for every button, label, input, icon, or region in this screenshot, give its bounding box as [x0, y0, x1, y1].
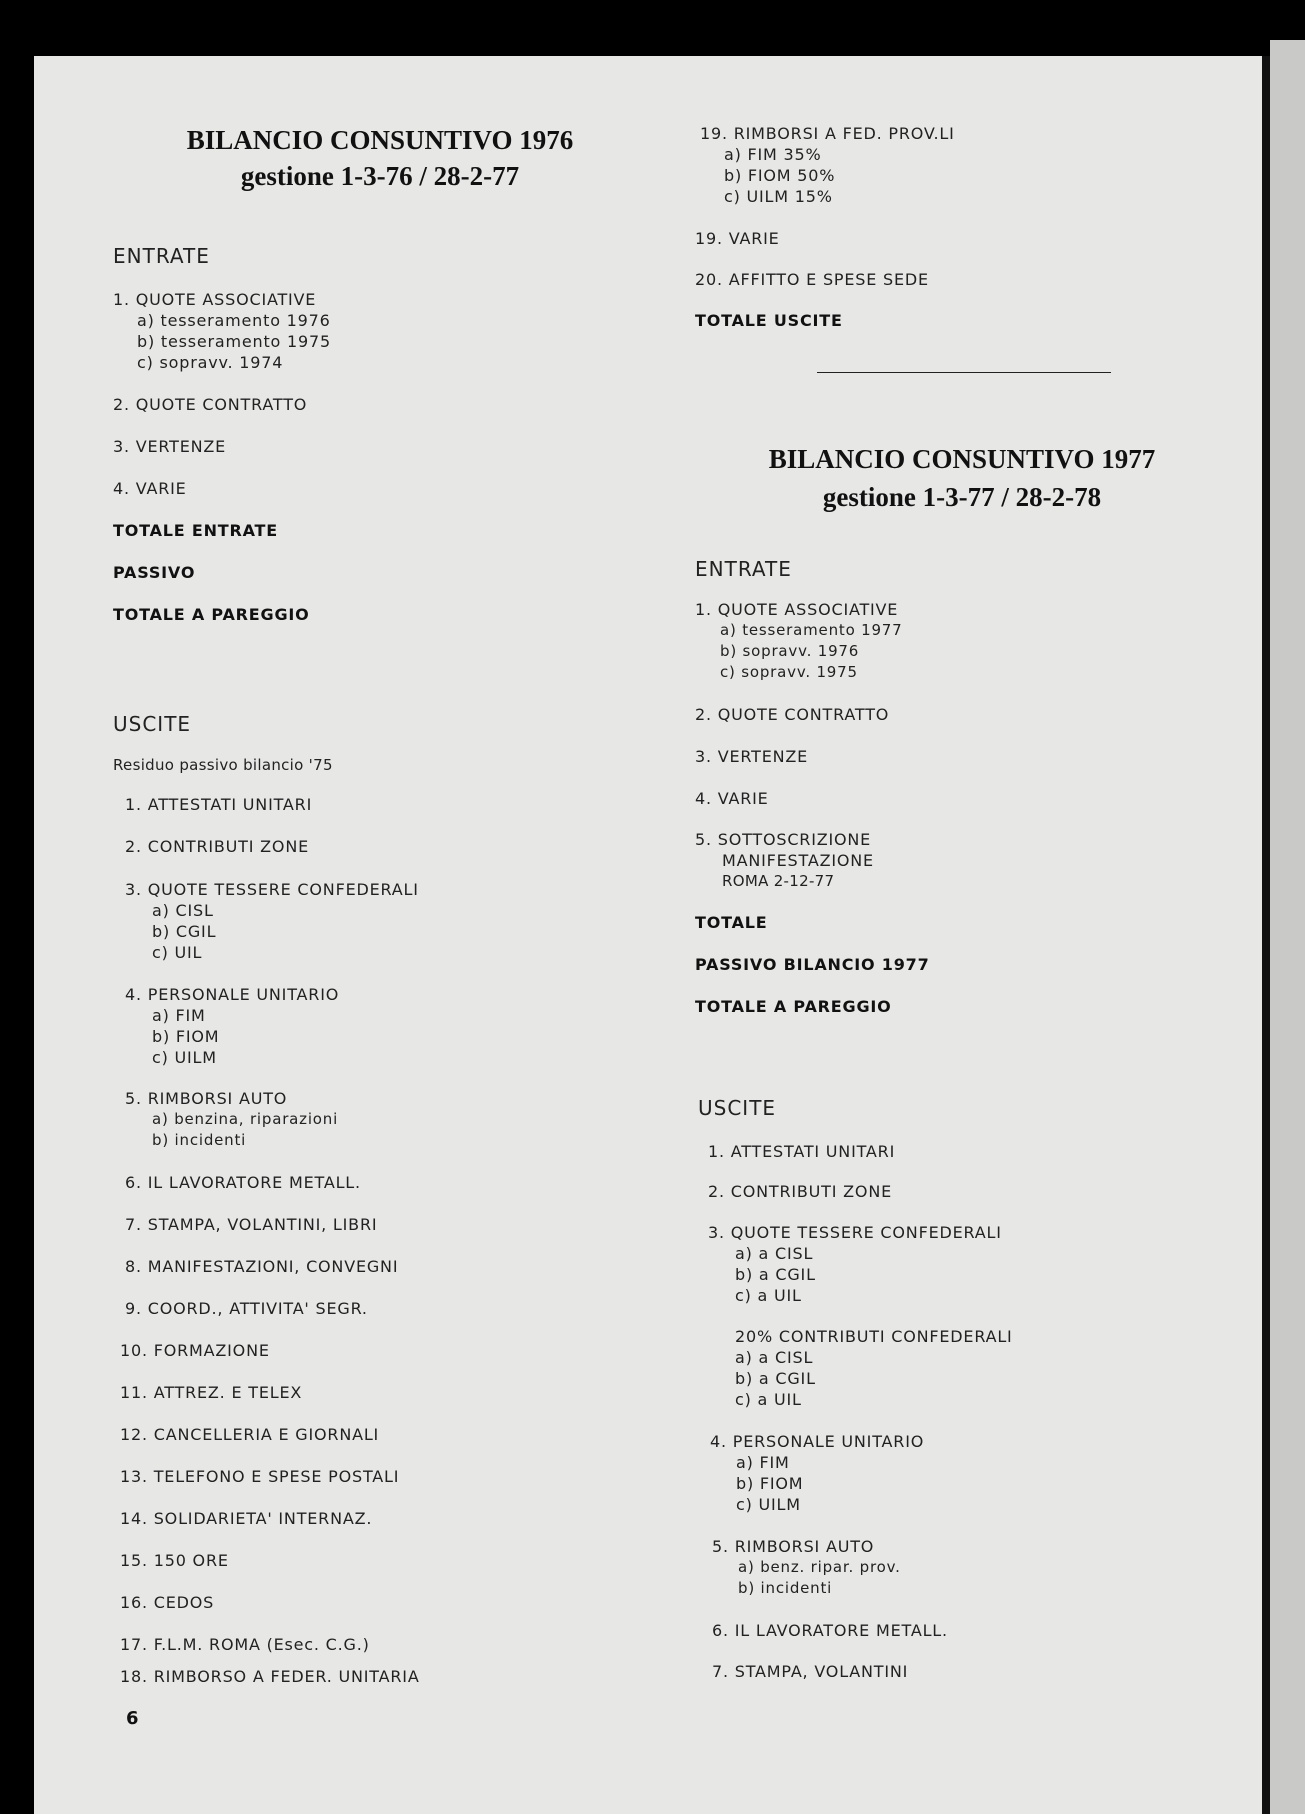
- entry-label: 6. IL LAVORATORE METALL.: [125, 1173, 361, 1192]
- entry-label: 12. CANCELLERIA E GIORNALI: [120, 1425, 380, 1444]
- entry-label: 1. ATTESTATI UNITARI: [708, 1142, 896, 1161]
- total-label: PASSIVO BILANCIO 1977: [695, 955, 930, 974]
- entry-label: 8. MANIFESTAZIONI, CONVEGNI: [125, 1257, 399, 1276]
- page-number: 6: [126, 1708, 139, 1729]
- entry-label: ROMA 2-12-77: [722, 872, 835, 890]
- entry-label: b) FIOM 50%: [724, 166, 836, 185]
- entry-label: b) FIOM: [736, 1474, 804, 1493]
- entry-label: 9. COORD., ATTIVITA' SEGR.: [125, 1299, 368, 1318]
- total-label: TOTALE: [695, 913, 768, 932]
- entry-label: 5. RIMBORSI AUTO: [125, 1089, 288, 1108]
- entry-label: a) CISL: [152, 901, 214, 920]
- entry-label: a) FIM: [152, 1006, 206, 1025]
- entry-label: b) incidenti: [738, 1579, 833, 1597]
- entry-label: 2. CONTRIBUTI ZONE: [125, 837, 309, 856]
- section-divider: [817, 372, 1111, 373]
- subtitle-1977: gestione 1-3-77 / 28-2-78: [822, 482, 1102, 512]
- entry-label: 3. QUOTE TESSERE CONFEDERALI: [125, 880, 419, 899]
- total-label: PASSIVO: [113, 563, 196, 582]
- entry-label: 7. STAMPA, VOLANTINI: [712, 1662, 909, 1681]
- entry-label: 2. CONTRIBUTI ZONE: [708, 1182, 892, 1201]
- total-label: TOTALE USCITE: [695, 311, 843, 330]
- entry-label: c) a UIL: [735, 1390, 802, 1409]
- entry-label: 13. TELEFONO E SPESE POSTALI: [120, 1467, 400, 1486]
- entry-label: 11. ATTREZ. E TELEX: [120, 1383, 303, 1402]
- entrate-heading: ENTRATE: [113, 244, 210, 268]
- entry-label: a) benzina, riparazioni: [152, 1110, 339, 1128]
- entry-label: 15. 150 ORE: [120, 1551, 229, 1570]
- entry-label: 10. FORMAZIONE: [120, 1341, 270, 1360]
- entry-label: 18. RIMBORSO A FEDER. UNITARIA: [120, 1667, 420, 1686]
- title-1976: BILANCIO CONSUNTIVO 1976: [186, 125, 574, 155]
- entry-label: 4. PERSONALE UNITARIO: [710, 1432, 925, 1451]
- entry-label: 14. SOLIDARIETA' INTERNAZ.: [120, 1509, 373, 1528]
- total-label: TOTALE ENTRATE: [113, 521, 279, 540]
- entry-label: 1. ATTESTATI UNITARI: [125, 795, 313, 814]
- entry-label: c) UILM: [736, 1495, 801, 1514]
- entry-label: 19. VARIE: [695, 229, 780, 248]
- entry-label: b) FIOM: [152, 1027, 220, 1046]
- entry-label: a) FIM 35%: [724, 145, 822, 164]
- entry-label: 2. QUOTE CONTRATTO: [113, 395, 308, 414]
- entry-label: 3. QUOTE TESSERE CONFEDERALI: [708, 1223, 1002, 1242]
- entry-label: MANIFESTAZIONE: [722, 851, 874, 870]
- subtitle-1976: gestione 1-3-76 / 28-2-77: [240, 161, 520, 191]
- entry-label: 6. IL LAVORATORE METALL.: [712, 1621, 948, 1640]
- entry-label: 4. PERSONALE UNITARIO: [125, 985, 340, 1004]
- entry-label: 7. STAMPA, VOLANTINI, LIBRI: [125, 1215, 378, 1234]
- entry-label: 20. AFFITTO E SPESE SEDE: [695, 270, 929, 289]
- page-edge-shadow: [1262, 56, 1270, 1814]
- entry-label: 3. VERTENZE: [695, 747, 809, 766]
- entry-label: c) UILM 15%: [724, 187, 833, 206]
- entry-label: 20% CONTRIBUTI CONFEDERALI: [735, 1327, 1013, 1346]
- uscite-heading: USCITE: [113, 712, 192, 736]
- entry-label: c) UIL: [152, 943, 203, 962]
- entry-label: c) UILM: [152, 1048, 217, 1067]
- entry-label: a) tesseramento 1977: [720, 621, 903, 639]
- next-page-edge: [1270, 40, 1305, 1814]
- entry-label: 3. VERTENZE: [113, 437, 227, 456]
- entry-label: 5. RIMBORSI AUTO: [712, 1537, 875, 1556]
- entry-label: b) CGIL: [152, 922, 217, 941]
- entry-label: 19. RIMBORSI A FED. PROV.LI: [700, 124, 955, 143]
- entry-label: a) FIM: [736, 1453, 790, 1472]
- entry-label: 4. VARIE: [113, 479, 187, 498]
- uscite-heading: USCITE: [698, 1096, 777, 1120]
- title-1977: BILANCIO CONSUNTIVO 1977: [768, 444, 1156, 474]
- entry-label: 5. SOTTOSCRIZIONE: [695, 830, 872, 849]
- entry-label: 1. QUOTE ASSOCIATIVE: [113, 290, 317, 309]
- entry-label: b) a CGIL: [735, 1369, 816, 1388]
- entry-label: c) sopravv. 1975: [720, 663, 858, 681]
- entry-label: 17. F.L.M. ROMA (Esec. C.G.): [120, 1635, 370, 1654]
- entry-label: c) a UIL: [735, 1286, 802, 1305]
- entry-label: b) tesseramento 1975: [137, 332, 331, 351]
- total-label: TOTALE A PAREGGIO: [695, 997, 892, 1016]
- entry-label: Residuo passivo bilancio '75: [113, 756, 333, 774]
- entry-label: b) incidenti: [152, 1131, 247, 1149]
- entry-label: a) benz. ripar. prov.: [738, 1558, 901, 1576]
- entry-label: 2. QUOTE CONTRATTO: [695, 705, 890, 724]
- entrate-heading: ENTRATE: [695, 557, 792, 581]
- total-label: TOTALE A PAREGGIO: [113, 605, 310, 624]
- entry-label: 1. QUOTE ASSOCIATIVE: [695, 600, 899, 619]
- entry-label: a) a CISL: [735, 1244, 814, 1263]
- entry-label: c) sopravv. 1974: [137, 353, 284, 372]
- entry-label: a) a CISL: [735, 1348, 814, 1367]
- entry-label: 4. VARIE: [695, 789, 769, 808]
- entry-label: a) tesseramento 1976: [137, 311, 331, 330]
- entry-label: b) sopravv. 1976: [720, 642, 860, 660]
- entry-label: b) a CGIL: [735, 1265, 816, 1284]
- entry-label: 16. CEDOS: [120, 1593, 215, 1612]
